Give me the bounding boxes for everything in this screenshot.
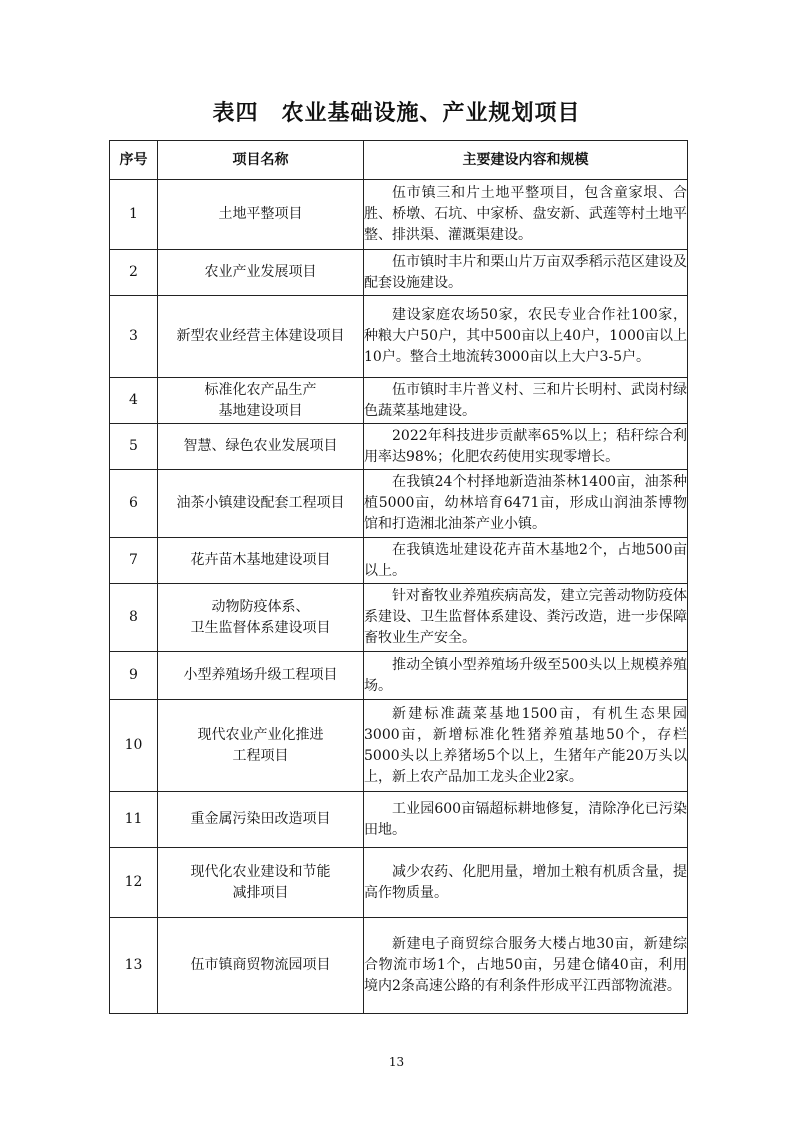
table-row (110, 424, 688, 470)
row-detail: 针对畜牧业养殖疾病高发，建立完善动物防疫体系建设、卫生监督体系建设、粪污改造，进一步保障畜牧业生产安全。 (364, 584, 688, 652)
table-row (110, 584, 688, 652)
row-detail: 在我镇选址建设花卉苗木基地2个，占地500亩以上。 (364, 538, 688, 584)
row-no: 1 (110, 180, 158, 250)
table-row (110, 378, 688, 424)
row-no: 8 (110, 584, 158, 652)
row-detail: 伍市镇时丰片普义村、三和片长明村、武岗村绿色蔬菜基地建设。 (364, 378, 688, 424)
header-name: 项目名称 (158, 141, 364, 180)
row-detail: 伍市镇三和片土地平整项目，包含童家垠、合胜、桥墩、石坑、中家桥、盘安新、武莲等村土地平整、排洪渠、灌溉渠建设。 (364, 180, 688, 250)
row-name: 现代农业产业化推进 工程项目 (158, 700, 364, 792)
row-detail: 2022年科技进步贡献率65%以上；秸秆综合利用率达98%；化肥农药使用实现零增长。 (364, 424, 688, 470)
row-name: 新型农业经营主体建设项目 (158, 296, 364, 378)
header-no: 序号 (110, 141, 158, 180)
row-no: 13 (110, 918, 158, 1014)
row-detail: 伍市镇时丰片和栗山片万亩双季稻示范区建设及配套设施建设。 (364, 250, 688, 296)
row-name: 油茶小镇建设配套工程项目 (158, 470, 364, 538)
project-table (109, 140, 688, 1014)
row-no: 12 (110, 848, 158, 918)
row-no: 6 (110, 470, 158, 538)
row-name: 重金属污染田改造项目 (158, 792, 364, 848)
row-detail: 新建标准蔬菜基地1500亩，有机生态果园3000亩，新增标准化牲猪养殖基地50个，存栏5000头以上养猪场5个以上，生猪年产能20万头以上，新上农产品加工龙头企业2家。 (364, 700, 688, 792)
table-row (110, 792, 688, 848)
row-no: 5 (110, 424, 158, 470)
row-no: 9 (110, 652, 158, 700)
row-name: 土地平整项目 (158, 180, 364, 250)
table-row (110, 652, 688, 700)
row-no: 4 (110, 378, 158, 424)
table-header-row (110, 141, 688, 180)
table-row (110, 700, 688, 792)
table-row (110, 538, 688, 584)
row-name: 智慧、绿色农业发展项目 (158, 424, 364, 470)
row-name: 小型养殖场升级工程项目 (158, 652, 364, 700)
row-detail: 减少农药、化肥用量，增加土粮有机质含量，提高作物质量。 (364, 848, 688, 918)
table-row (110, 848, 688, 918)
row-detail: 建设家庭农场50家，农民专业合作社100家，种粮大户50户，其中500亩以上40户，1000亩以上10户。整合土地流转3000亩以上大户3-5户。 (364, 296, 688, 378)
row-detail: 新建电子商贸综合服务大楼占地30亩，新建综合物流市场1个，占地50亩，另建仓储40亩，利用境内2条高速公路的有利条件形成平江西部物流港。 (364, 918, 688, 1014)
row-no: 7 (110, 538, 158, 584)
row-name: 标准化农产品生产 基地建设项目 (158, 378, 364, 424)
row-name: 动物防疫体系、 卫生监督体系建设项目 (158, 584, 364, 652)
table-row (110, 250, 688, 296)
row-no: 2 (110, 250, 158, 296)
table-row (110, 180, 688, 250)
row-name: 现代化农业建设和节能 减排项目 (158, 848, 364, 918)
row-detail: 推动全镇小型养殖场升级至500头以上规模养殖场。 (364, 652, 688, 700)
row-detail: 在我镇24个村择地新造油茶林1400亩，油茶种植5000亩，幼林培育6471亩，形成山润油茶博物馆和打造湘北油茶产业小镇。 (364, 470, 688, 538)
row-no: 10 (110, 700, 158, 792)
page-number: 13 (388, 1055, 405, 1069)
row-name: 花卉苗木基地建设项目 (158, 538, 364, 584)
row-name: 伍市镇商贸物流园项目 (158, 918, 364, 1014)
row-name: 农业产业发展项目 (158, 250, 364, 296)
page-title: 表四 农业基础设施、产业规划项目 (212, 101, 581, 126)
row-no: 11 (110, 792, 158, 848)
table-row (110, 470, 688, 538)
row-no: 3 (110, 296, 158, 378)
table-row (110, 918, 688, 1014)
header-detail: 主要建设内容和规模 (364, 141, 688, 180)
table-row (110, 296, 688, 378)
row-detail: 工业园600亩镉超标耕地修复，清除净化已污染田地。 (364, 792, 688, 848)
